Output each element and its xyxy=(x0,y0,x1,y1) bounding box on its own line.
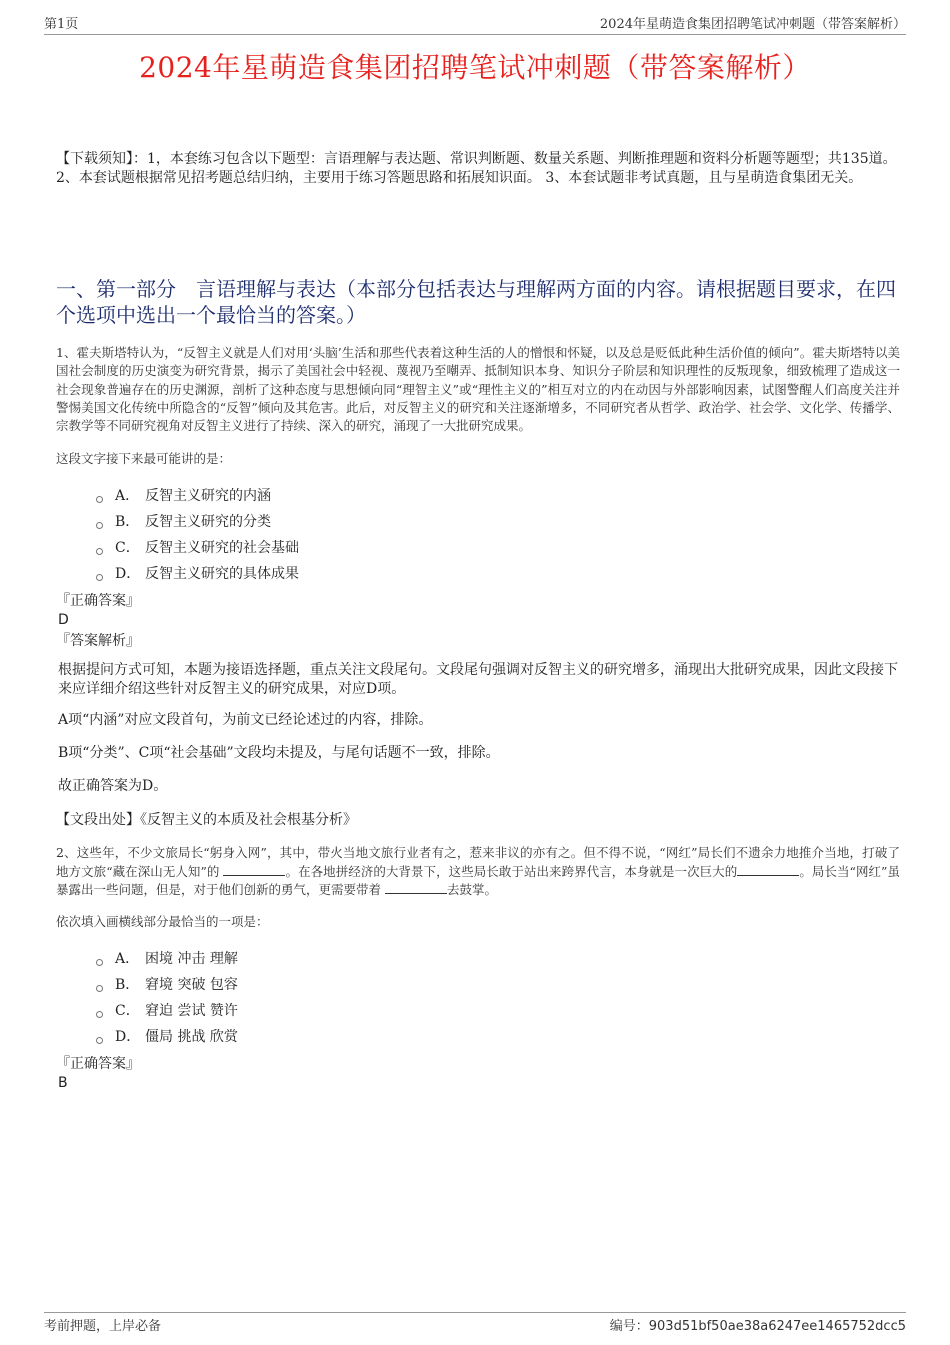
question-1-prompt: 这段文字接下来最可能讲的是： xyxy=(56,451,232,467)
radio-icon[interactable] xyxy=(96,1037,103,1044)
q2-option-c[interactable]: C． 窘迫 尝试 赞许 xyxy=(96,998,900,1024)
radio-icon[interactable] xyxy=(96,548,103,555)
radio-icon[interactable] xyxy=(96,985,103,992)
q1-answer-label: 『正确答案』 xyxy=(56,593,140,610)
section-heading: 一、第一部分 言语理解与表达（本部分包括表达与理解两方面的内容。请根据题目要求，在四个选项中选出一个最恰当的答案。） xyxy=(56,277,896,327)
q1-source: 【文段出处】《反智主义的本质及社会根基分析》 xyxy=(56,812,357,829)
q1-option-b[interactable]: B． 反智主义研究的分类 xyxy=(96,509,900,535)
radio-icon[interactable] xyxy=(96,574,103,581)
q1-answer: D xyxy=(58,612,69,629)
q1-analysis-para: 故正确答案为D。 xyxy=(58,778,168,795)
footer-code: 编号：903d51bf50ae38a6247ee1465752dcc5 xyxy=(609,1319,906,1334)
question-1-options xyxy=(56,483,900,587)
fill-blank xyxy=(223,863,285,876)
q1-option-c[interactable]: C． 反智主义研究的社会基础 xyxy=(96,535,900,561)
fill-blank xyxy=(385,881,447,894)
radio-icon[interactable] xyxy=(96,959,103,966)
q2-option-a[interactable]: A． 困境 冲击 理解 xyxy=(96,946,900,972)
q2-option-b[interactable]: B． 窘境 突破 包容 xyxy=(96,972,900,998)
page-number: 第1页 xyxy=(44,17,79,32)
page-footer xyxy=(44,1312,906,1334)
question-2-prompt: 依次填入画横线部分最恰当的一项是： xyxy=(56,914,269,930)
q1-option-a[interactable]: A． 反智主义研究的内涵 xyxy=(96,483,900,509)
document-title: 2024年星萌造食集团招聘笔试冲刺题（带答案解析） xyxy=(139,51,811,84)
radio-icon[interactable] xyxy=(96,496,103,503)
q2-answer-label: 『正确答案』 xyxy=(56,1056,140,1073)
q1-analysis-para: B项“分类”、C项“社会基础”文段均未提及，与尾句话题不一致，排除。 xyxy=(58,745,500,762)
question-1-text: 1、霍夫斯塔特认为，“反智主义就是人们对用‘头脑’生活和那些代表着这种生活的人的憎恨和怀疑，以及总是贬低此种生活价值的倾向”。霍夫斯塔特以美国社会制度的历史演变为研究背景，揭示了美国社会中轻视、蔑视乃至嘲弄、抵制知识本身、知识分子阶层和知识理性的反叛现象，细致梳理了造成这一社会现象普遍存在的历史渊源，剖析了这种态度与思想倾向同“理智主义”或“理性主义的”相互对立的内在动因与外部影响因素，试图警醒人们高度关注并警惕美国文化传统中所隐含的“反智”倾向及其危害。此后，对反智主义的研究和关注逐渐增多，不同研究者从哲学、政治学、社会学、文化学、传播学、宗教学等不同研究视角对反智主义进行了持续、深入的研究，涌现了一大批研究成果。 xyxy=(56,345,900,434)
question-content xyxy=(56,344,900,1092)
q1-option-d[interactable]: D． 反智主义研究的具体成果 xyxy=(96,561,900,587)
question-2-text: 2、这些年，不少文旅局长“躬身入网”，其中，带火当地文旅行业者有之，惹来非议的亦有之。但不得不说，“网红”局长们不遗余力地推介当地，打破了地方文旅“藏在深山无人知”的 。在各地拼经济的大背景下，这些局长敢于站出来跨界代言，本身就是一次巨大的 。局长当“网红”虽暴露出一些问题，但是，对于他们创新的勇气，更需要带着 去鼓掌。 xyxy=(56,845,900,898)
fill-blank xyxy=(737,863,799,876)
q1-analysis-label: 『答案解析』 xyxy=(56,633,140,650)
q1-analysis-para: 根据提问方式可知，本题为接语选择题，重点关注文段尾句。文段尾句强调对反智主义的研究增多，涌现出大批研究成果，因此文段接下来应详细介绍这些针对反智主义的研究成果，对应D项。 xyxy=(58,662,898,698)
q1-analysis-para: A项“内涵”对应文段首句，为前文已经论述过的内容，排除。 xyxy=(58,712,433,729)
footer-slogan: 考前押题，上岸必备 xyxy=(44,1319,162,1334)
download-notice: 【下载须知】：1，本套练习包含以下题型：言语理解与表达题、常识判断题、数量关系题、判断推理题和资料分析题等题型；共135道。 2、本套试题根据常见招考题总结归纳，主要用于练习答题思路和拓展知识面。 3、本套试题非考试真题，且与星萌造食集团无关。 xyxy=(56,151,897,186)
q2-answer: B xyxy=(58,1075,68,1092)
radio-icon[interactable] xyxy=(96,522,103,529)
radio-icon[interactable] xyxy=(96,1011,103,1018)
q2-option-d[interactable]: D． 僵局 挑战 欣赏 xyxy=(96,1024,900,1050)
question-2-options xyxy=(56,946,900,1050)
page-header xyxy=(44,14,906,35)
header-doc-title: 2024年星萌造食集团招聘笔试冲刺题（带答案解析） xyxy=(599,17,906,32)
